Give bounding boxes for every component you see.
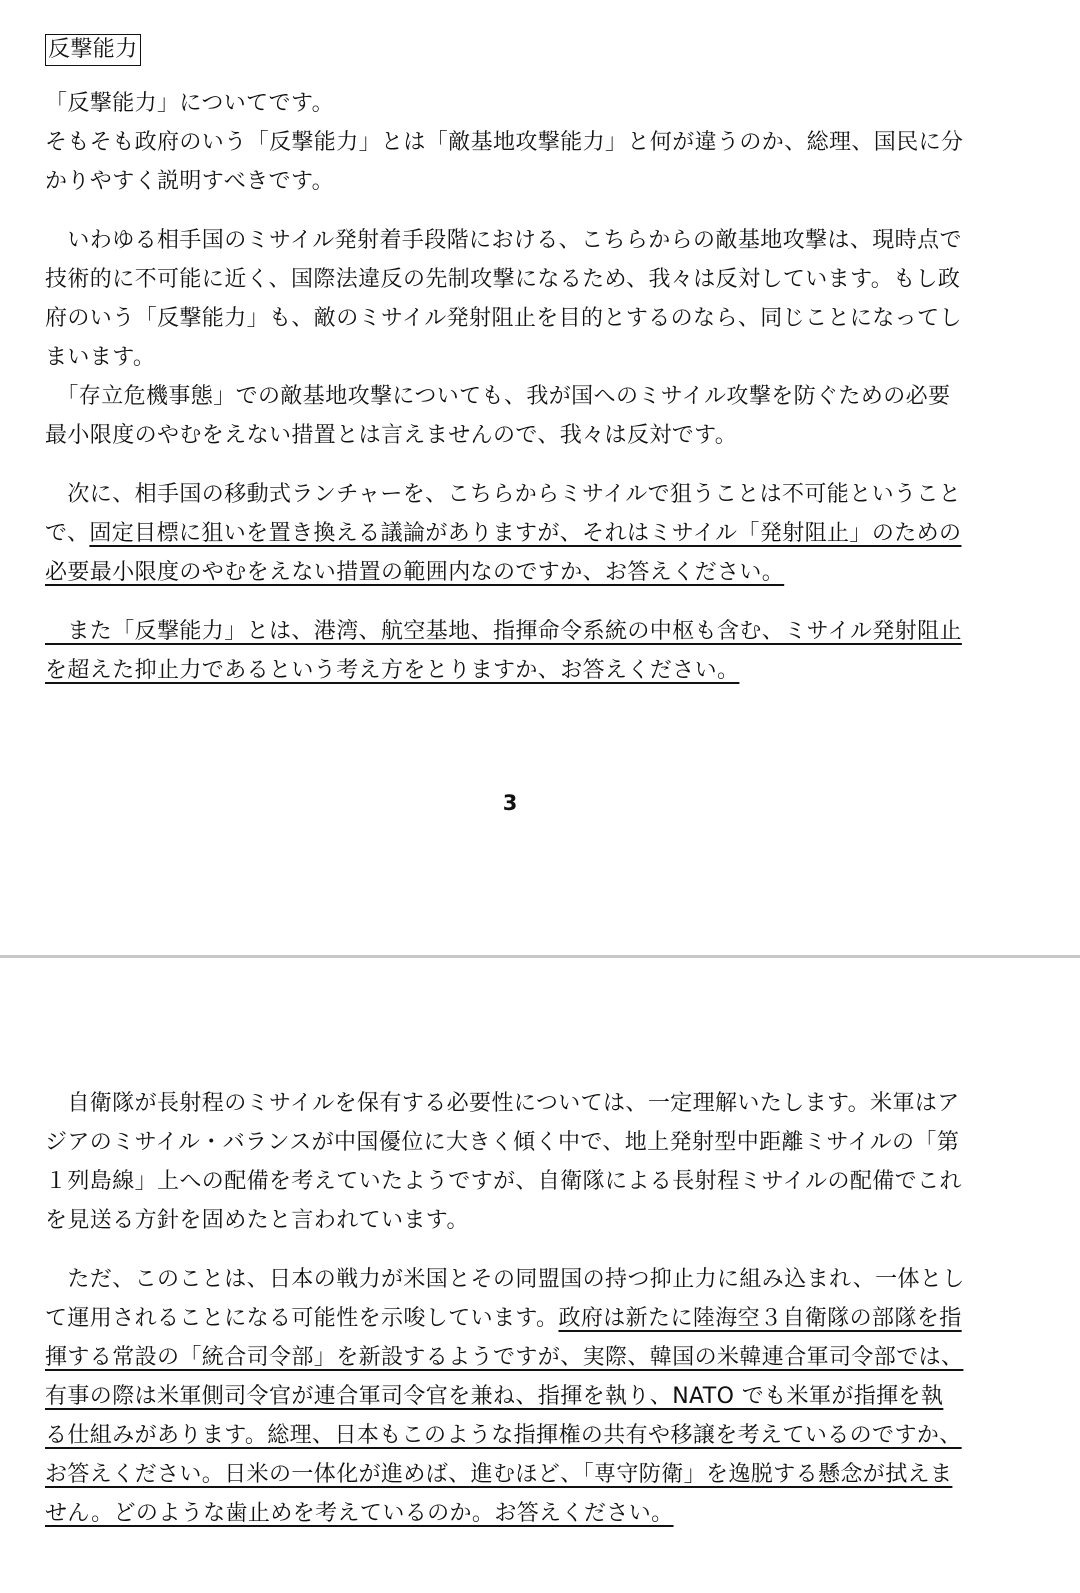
paragraph-mobile-launcher [45,475,965,592]
paragraph-long-range-missiles [45,1084,965,1240]
first-strike-text-2: 「存立危機事態」での敵基地攻撃についても、我が国へのミサイル攻撃を防ぐための必要最小限度のやむをえない措置とは言えませんので、我々は反対です。 [45,384,951,448]
intro-line-1: 「反撃能力」についてです。 [45,91,335,116]
long-range-missiles-text: 自衛隊が長射程のミサイルを保有する必要性については、一定理解いたします。米軍はアジアのミサイル・バランスが中国優位に大きく傾く中で、地上発射型中距離ミサイルの「第１列島線」上への配備を考えていたようですが、自衛隊による長射程ミサイルの配備でこれを見送る方針を固めたと言われています。 [45,1091,962,1233]
mobile-launcher-text: 次に、相手国の移動式ランチャーを、こちらからミサイルで狙うことは不可能ということで、 [45,482,962,546]
first-strike-text-1: いわゆる相手国のミサイル発射着手段階における、こちらからの敵基地攻撃は、現時点で技術的に不可能に近く、国際法違反の先制攻撃になるため、我々は反対しています。もし政府のいう「反撃能力」も、敵のミサイル発射阻止を目的とするのなら、同じことになってしまいます。 [45,228,962,370]
section-heading: 反撃能力 [45,34,141,66]
deterrence-question: また「反撃能力」とは、港湾、航空基地、指揮命令系統の中枢も含む、ミサイル発射阻止を超えた抑止力であるという考え方をとりますか、お答えください。 [45,619,962,683]
page-separator [0,955,1080,958]
page-number: 3 [502,791,518,815]
intro-line-2: そもそも政府のいう「反撃能力」とは「敵基地攻撃能力」と何が違うのか、総理、国民に分かりやすく説明すべきです。 [45,130,964,194]
page-content [45,30,965,710]
joint-command-text: ただ、このことは、日本の戦力が米国とその同盟国の持つ抑止力に組み込まれ、一体として運用されることになる可能性を示唆しています。 [45,1267,965,1331]
mobile-launcher-question: 固定目標に狙いを置き換える議論がありますが、それはミサイル「発射阻止」のための必要最小限度のやむをえない措置の範囲内なのですか、お答えください。 [45,521,962,585]
paragraph-joint-command [45,1260,965,1533]
paragraph-intro [45,84,965,201]
paragraph-first-strike [45,221,965,455]
paragraph-deterrence [45,612,965,690]
document-page-4 [0,960,1080,1593]
joint-command-question: 政府は新たに陸海空３自衛隊の部隊を指揮する常設の「統合司令部」を新設するようですが、実際、韓国の米韓連合軍司令部では、有事の際は米軍側司令官が連合軍司令官を兼ね、指揮を執り、NATO でも米軍が指揮を執る仕組みがあります。総理、日本もこのような指揮権の共有や移譲を考えているのですか、お答えください。日米の一体化が進めば、進むほど、「専守防衛」を逸脱する懸念が拭えません。どのような歯止めを考えているのか。お答えください。 [45,1306,964,1526]
page-content [45,1084,965,1553]
